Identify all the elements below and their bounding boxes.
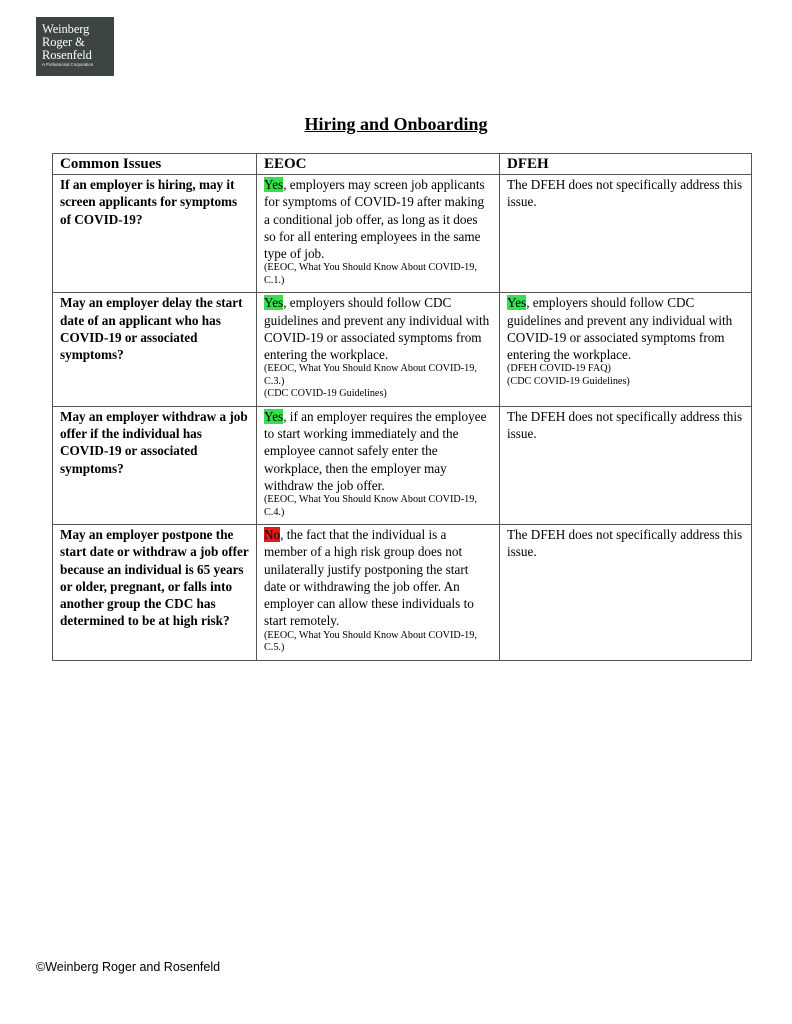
citation: (EEOC, What You Should Know About COVID-19, C.4.): [264, 494, 477, 518]
dfeh-cell: [500, 525, 752, 661]
citation: (EEOC, What You Should Know About COVID-19, C.5.): [264, 629, 477, 654]
eeoc-cell: [257, 175, 500, 293]
citation: (EEOC, What You Should Know About COVID-19, C.1.): [264, 262, 477, 286]
citation: (CDC COVID-19 Guidelines): [507, 375, 630, 387]
citation: (EEOC, What You Should Know About COVID-19, C.3.): [264, 363, 477, 387]
issue-cell: May an employer delay the start date of an applicant who has COVID-19 or associated symptoms?: [53, 293, 257, 406]
dfeh-cell: [500, 293, 752, 406]
firm-logo: [36, 17, 114, 76]
answer-badge: Yes: [264, 177, 284, 192]
table-row: [53, 175, 752, 293]
logo-line-1: Weinberg: [42, 22, 90, 36]
dfeh-cell: [500, 175, 752, 293]
eeoc-cell: [257, 293, 500, 406]
header-common-issues: Common Issues: [53, 154, 257, 175]
issue-cell: If an employer is hiring, may it screen applicants for symptoms of COVID-19?: [53, 175, 257, 293]
answer-badge: Yes: [264, 408, 284, 424]
answer-text: The DFEH does not specifically address this issue.: [507, 408, 743, 441]
table-row: [53, 293, 752, 406]
dfeh-cell: [500, 406, 752, 524]
answer-text: , if an employer requires the employee to start working immediately and the employee cannot safely enter the workplace, then the employer may withdraw the job offer.: [264, 408, 487, 493]
answer-text: , employers may screen job applicants for symptoms of COVID-19 after making a conditional job offer, as long as it does so for all entering employees in the same type of job.: [264, 177, 485, 262]
eeoc-cell: [257, 525, 500, 661]
answer-text: , the fact that the individual is a member of a high risk group does not unilaterally justify postponing the start date or withdrawing the job offer. An employer can allow these individuals to start remotely.: [264, 527, 474, 629]
answer-text: , employers should follow CDC guidelines and prevent any individual with COVID-19 or associated symptoms from entering the workplace.: [264, 295, 490, 363]
table-row: [53, 406, 752, 524]
answer-badge: Yes: [507, 295, 527, 311]
issue-cell: May an employer postpone the start date or withdraw a job offer because an individual is 65 years or older, pregnant, or falls into another group the CDC has determined to be at high risk?: [53, 525, 257, 661]
table-header-row: [53, 154, 752, 175]
citation: (DFEH COVID-19 FAQ): [507, 363, 611, 375]
answer-text: The DFEH does not specifically address this issue.: [507, 177, 743, 210]
answer-text: The DFEH does not specifically address this issue.: [507, 527, 743, 560]
answer-badge: No: [264, 527, 281, 542]
answer-text: , employers should follow CDC guidelines and prevent any individual with COVID-19 or associated symptoms from entering the workplace.: [507, 295, 733, 363]
logo-subline: A Professional Corporation: [42, 62, 94, 67]
citation: (CDC COVID-19 Guidelines): [264, 388, 387, 400]
header-eeoc: EEOC: [257, 154, 500, 175]
eeoc-cell: [257, 406, 500, 524]
issues-table: [52, 153, 752, 661]
logo-line-2: Roger &: [42, 35, 85, 49]
page-title: Hiring and Onboarding: [304, 114, 488, 134]
table-row: [53, 525, 752, 661]
issue-cell: May an employer withdraw a job offer if the individual has COVID-19 or associated symptoms?: [53, 406, 257, 524]
logo-line-3: Rosenfeld: [42, 48, 92, 62]
header-dfeh: DFEH: [500, 154, 752, 175]
answer-badge: Yes: [264, 295, 284, 311]
copyright-footer: ©Weinberg Roger and Rosenfeld: [36, 960, 221, 974]
